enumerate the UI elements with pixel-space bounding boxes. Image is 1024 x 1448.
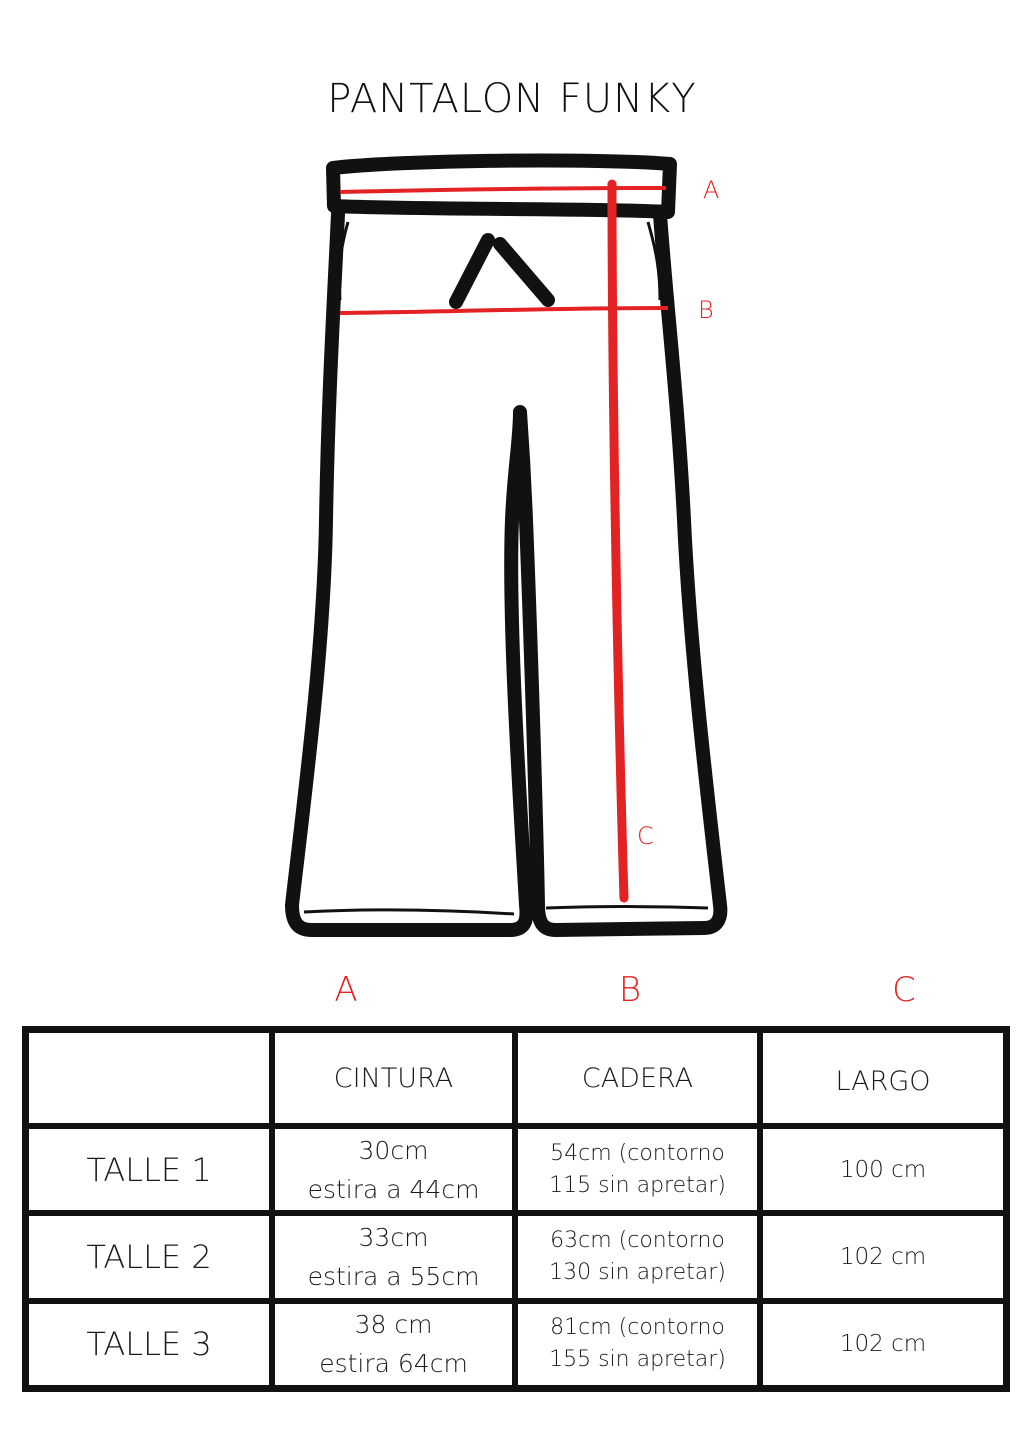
measure-line-c bbox=[612, 184, 624, 898]
hip-cell bbox=[515, 1213, 760, 1300]
waist-cell bbox=[272, 1301, 515, 1388]
hip-value: 54cm (contorno bbox=[550, 1140, 725, 1166]
measure-line-b bbox=[340, 308, 668, 313]
table-row bbox=[26, 1301, 1006, 1388]
size-table bbox=[22, 1026, 1010, 1392]
column-letter-c: C bbox=[892, 970, 916, 1010]
waist-stretch: estira a 44cm bbox=[307, 1174, 480, 1204]
hip-contour: 130 sin apretar) bbox=[549, 1259, 726, 1285]
drawstring-right bbox=[500, 244, 548, 300]
hip-contour: 155 sin apretar) bbox=[549, 1347, 726, 1373]
marker-c-label: C bbox=[637, 822, 654, 850]
right-hem-line bbox=[546, 907, 708, 909]
header-cadera: CADERA bbox=[515, 1030, 760, 1126]
hip-contour: 115 sin apretar) bbox=[549, 1172, 726, 1198]
column-letter-a: A bbox=[334, 970, 358, 1010]
waist-value: 33cm bbox=[358, 1222, 429, 1252]
column-letter-b: B bbox=[618, 970, 642, 1010]
size-table-container bbox=[22, 1026, 1002, 1392]
hip-value: 81cm (contorno bbox=[550, 1315, 725, 1341]
size-label: TALLE 3 bbox=[26, 1301, 272, 1388]
waist-cell bbox=[272, 1126, 515, 1213]
table-row bbox=[26, 1126, 1006, 1213]
header-cintura: CINTURA bbox=[272, 1030, 515, 1126]
pants-outline bbox=[292, 214, 720, 930]
hip-cell bbox=[515, 1301, 760, 1388]
measure-line-a bbox=[340, 188, 666, 192]
header-empty-cell bbox=[26, 1030, 272, 1126]
size-label: TALLE 1 bbox=[26, 1126, 272, 1213]
marker-b-label: B bbox=[698, 296, 714, 324]
length-cell: 102 cm bbox=[760, 1301, 1006, 1388]
size-label: TALLE 2 bbox=[26, 1213, 272, 1300]
table-header-row bbox=[26, 1030, 1006, 1126]
hip-value: 63cm (contorno bbox=[550, 1227, 725, 1253]
waist-stretch: estira 64cm bbox=[319, 1349, 468, 1379]
left-hem-line bbox=[304, 910, 514, 914]
marker-a-label: A bbox=[703, 176, 720, 204]
waist-cell bbox=[272, 1213, 515, 1300]
table-row bbox=[26, 1213, 1006, 1300]
waist-stretch: estira a 55cm bbox=[307, 1261, 480, 1291]
header-largo: LARGO bbox=[760, 1030, 1006, 1126]
length-cell: 100 cm bbox=[760, 1126, 1006, 1213]
waist-value: 38 cm bbox=[354, 1310, 433, 1340]
waist-value: 30cm bbox=[358, 1135, 429, 1165]
page-title: PANTALON FUNKY bbox=[327, 76, 697, 122]
length-cell: 102 cm bbox=[760, 1213, 1006, 1300]
hip-cell bbox=[515, 1126, 760, 1213]
drawstring-left bbox=[456, 240, 488, 302]
